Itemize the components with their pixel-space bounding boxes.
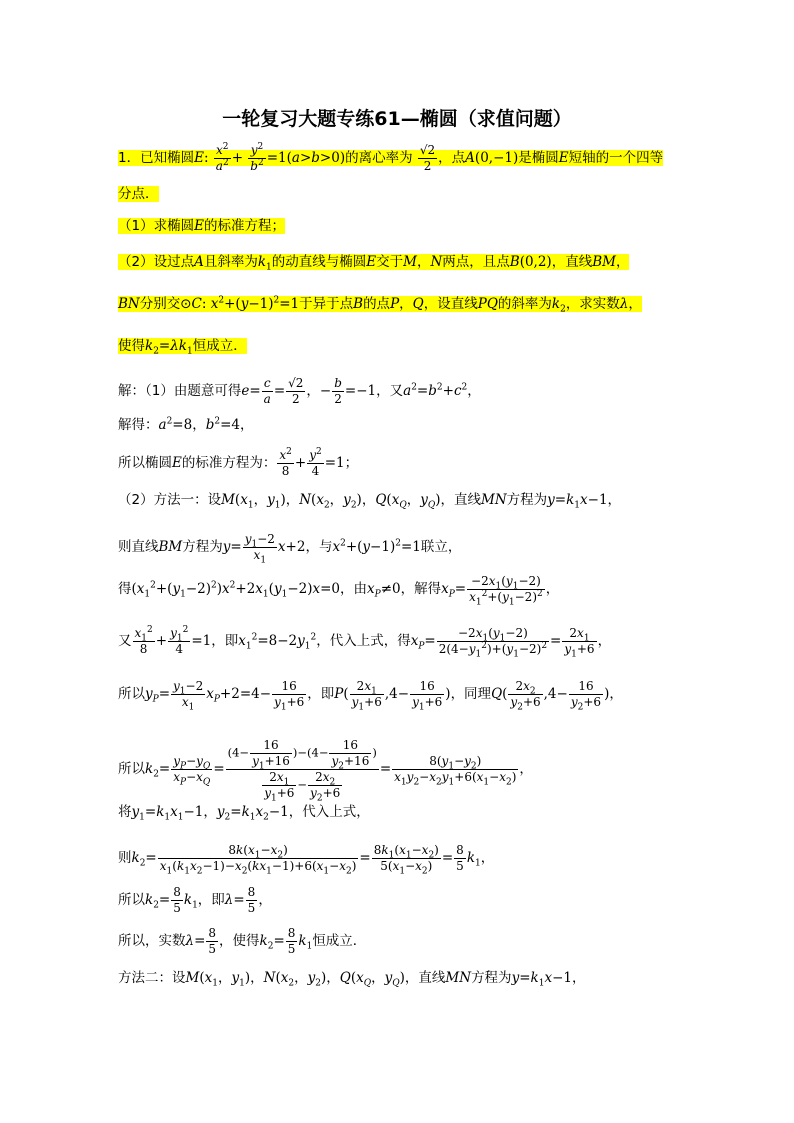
problem-text: 的斜率为 <box>497 296 552 312</box>
solution-text: 则直线 <box>118 539 159 555</box>
solution-text: ，由 <box>340 581 368 597</box>
solution-text: ，即 <box>307 686 335 702</box>
problem-text: （1）求椭圆 <box>118 218 195 234</box>
solution-text: （2）方法一：设 <box>118 492 222 508</box>
problem-text: 的动直线与椭圆 <box>271 254 367 270</box>
solution-text: 所以 <box>118 761 145 777</box>
problem-text: ，设直线 <box>423 296 478 312</box>
solution-text: 方程为 <box>506 492 548 508</box>
solution-text: ，即 <box>211 633 239 649</box>
method-1-line-10: 所以，实数λ= $\frac{8}{5}$ ，使得$k_2=$ $\frac{8}{5}$ $k_1$恒成立． <box>118 926 367 956</box>
solution-text: ，即 <box>197 892 225 908</box>
solution-text: 所以 <box>118 892 145 908</box>
solution-text: ，解得 <box>400 581 442 597</box>
problem-text: 交于 <box>376 254 404 270</box>
method-1-line-4: 又 $\frac{x_1^2}{8}$ + $\frac{y_1^2}{4}$ =1，即$x_1^2=8-2y_1^2$，代入上式，得$x_P=$ $\frac{-2x_1(y_1-2)}{2(4-y_1^2)+(y_1-2)^2}$ = $\frac{2x_1}{y_1+6}$ ， <box>118 625 612 660</box>
solution-text: 将 <box>118 804 132 820</box>
problem-text: 恒成立． <box>192 338 247 354</box>
solution-text: 联立， <box>420 539 462 555</box>
method-2-line-1: 方法二：设$M(x_1$，$y_1$)，$N(x_2$，$y_2$)，$Q(x_Q$，$y_Q$)，直线MN方程为$y=k_1x-1$， <box>118 970 586 989</box>
page-title: 一轮复习大题专练61—椭圆（求值问题） <box>222 108 572 130</box>
solution-text: 得 <box>118 581 132 597</box>
problem-text: 1．已知椭圆 <box>118 150 195 166</box>
problem-text: 且斜率为 <box>203 254 258 270</box>
solution-text: 所以 <box>118 686 145 702</box>
solution-text: 方法二：设 <box>118 970 186 986</box>
problem-text: 是椭圆 <box>518 150 559 166</box>
solution-text: ，代入上式，得 <box>316 633 411 649</box>
question-2-line-1: （2）设过点A且斜率为$k_1$的动直线与椭圆E交于M，N两点，且点B(0,2)，直线BM， <box>118 254 630 273</box>
solution-text: ，直线 <box>404 970 446 986</box>
solution-text: 所以，实数 <box>118 933 186 949</box>
problem-text: 分别交⊙ <box>139 296 192 312</box>
solution-line-1: 解：（1）由题意可得e= $\frac{c}{a}$ = $\frac{√2}{2}$ ，− $\frac{b}{2}$ =−1，又$a^2=b^2+c^2$， <box>118 376 481 406</box>
problem-text: 于异于点 <box>299 296 354 312</box>
problem-text: 使得 <box>118 338 145 354</box>
problem-text: ，直线 <box>551 254 593 270</box>
solution-text: 的标准方程为： <box>181 455 277 471</box>
solution-text: 则 <box>118 850 132 866</box>
solution-text: ，与 <box>305 539 333 555</box>
solution-text: 解：（1）由题意可得 <box>118 383 242 399</box>
problem-line-1: 1．已知椭圆E: $\frac{x^2}{a^2}$ + $\frac{y^2}{b^2}$ =1(a>b>0)的离心率为 $\frac{√2}{2}$ ，点A(0,−1)是椭圆E短轴的一个四等 <box>118 142 664 173</box>
solution-text: 解得： <box>118 417 159 433</box>
problem-text: 的标准方程； <box>203 218 285 234</box>
solution-text: 方程为 <box>182 539 223 555</box>
solution-line-2: 解得：$a^2=8$，$b^2=4$， <box>118 416 254 433</box>
problem-text: 分点． <box>118 186 159 202</box>
solution-text: ，代入上式， <box>288 804 370 820</box>
solution-text: 恒成立． <box>312 933 367 949</box>
problem-text: ，点 <box>438 150 466 166</box>
problem-text: 短轴的一个四等 <box>568 150 664 166</box>
method-1-line-2: 则直线BM方程为y= $\frac{y_1-2}{x_1}$ x+2，与$x^2+(y-1)^2=1$联立， <box>118 532 462 566</box>
problem-line-2 <box>118 184 159 204</box>
problem-text: 两点，且点 <box>442 254 510 270</box>
problem-text: （2）设过点 <box>118 254 195 270</box>
problem-text: 的点 <box>363 296 391 312</box>
solution-text: ，直线 <box>440 492 482 508</box>
method-1-line-3: 得$(x_1^2+(y_1-2)^2)x^2+2x_1(y_1-2)x=0$，由$x_P\ne 0$，解得$x_P=$ $\frac{-2x_1(y_1-2)}{x_1^2+(y_1-2)^2}$ ， <box>118 574 560 608</box>
method-1-line-6: 所以$k_2=$ $\frac{y_P-y_Q}{x_P-x_Q}$ = (4− $\frac{16}{y_1+16}$ )−(4− $\frac{16}{y_2+16}$ ) $\frac{2x_1}{y_1+6}$ − $\frac{2x_2}{y_2+6}$ = $\frac{8(y_1-y_2)}{x_1y_2-x_2y_1+6(x_1-x_2)}$ ， <box>118 738 533 804</box>
question-2-line-2: BN分别交⊙C: $x^2+(y-1)^2=1$于异于点B的点P，Q，设直线PQ的斜率为$k_2$，求实数λ， <box>118 295 642 315</box>
method-1-line-9: 所以$k_2=$ $\frac{8}{5}$ $k_1$，即λ= $\frac{8}{5}$ ， <box>118 885 272 915</box>
problem-text: 的离心率为 <box>345 150 413 166</box>
question-1: （1）求椭圆E的标准方程； <box>118 218 285 234</box>
solution-text: 所以椭圆 <box>118 455 172 471</box>
problem-text: ，求实数 <box>565 296 620 312</box>
method-1-line-7: 将$y_1=k_1x_1-1$，$y_2=k_1x_2-1$，代入上式， <box>118 804 370 823</box>
method-1-line-5: 所以$y_P=$ $\frac{y_1-2}{x_1}$ $x_P+2=4-$ $\frac{16}{y_1+6}$ ，即P( $\frac{2x_1}{y_1+6}$ ,4− $\frac{16}{y_1+6}$ )，同理Q( $\frac{2x_2}{y_2+6}$ ,4− $\frac{16}{y_2+6}$ )， <box>118 679 623 713</box>
solution-text: ，同理 <box>450 686 492 702</box>
solution-text: ，使得 <box>219 933 260 949</box>
solution-text: ，又 <box>376 383 404 399</box>
method-1-line-8: 则$k_2=$ $\frac{8k(x_1-x_2)}{x_1(k_1x_2-1)-x_2(kx_1-1)+6(x_1-x_2)}$ = $\frac{8k_1(x_1-x_2)}{5(x_1-x_2)}$ = $\frac{8}{5}$ $k_1$， <box>118 843 495 877</box>
solution-text: 方程为 <box>471 970 512 986</box>
method-1-line-1: （2）方法一：设$M(x_1$，$y_1$)，$N(x_2$，$y_2$)，$Q(x_Q$，$y_Q$)，直线MN方程为$y=k_1x-1$， <box>118 492 622 511</box>
solution-text: 又 <box>118 633 132 649</box>
question-2-line-3: 使得$k_2=\lambda k_1$恒成立． <box>118 338 247 357</box>
solution-line-3: 所以椭圆E的标准方程为： $\frac{x^2}{8}$ + $\frac{y^2}{4}$ =1； <box>118 447 359 478</box>
